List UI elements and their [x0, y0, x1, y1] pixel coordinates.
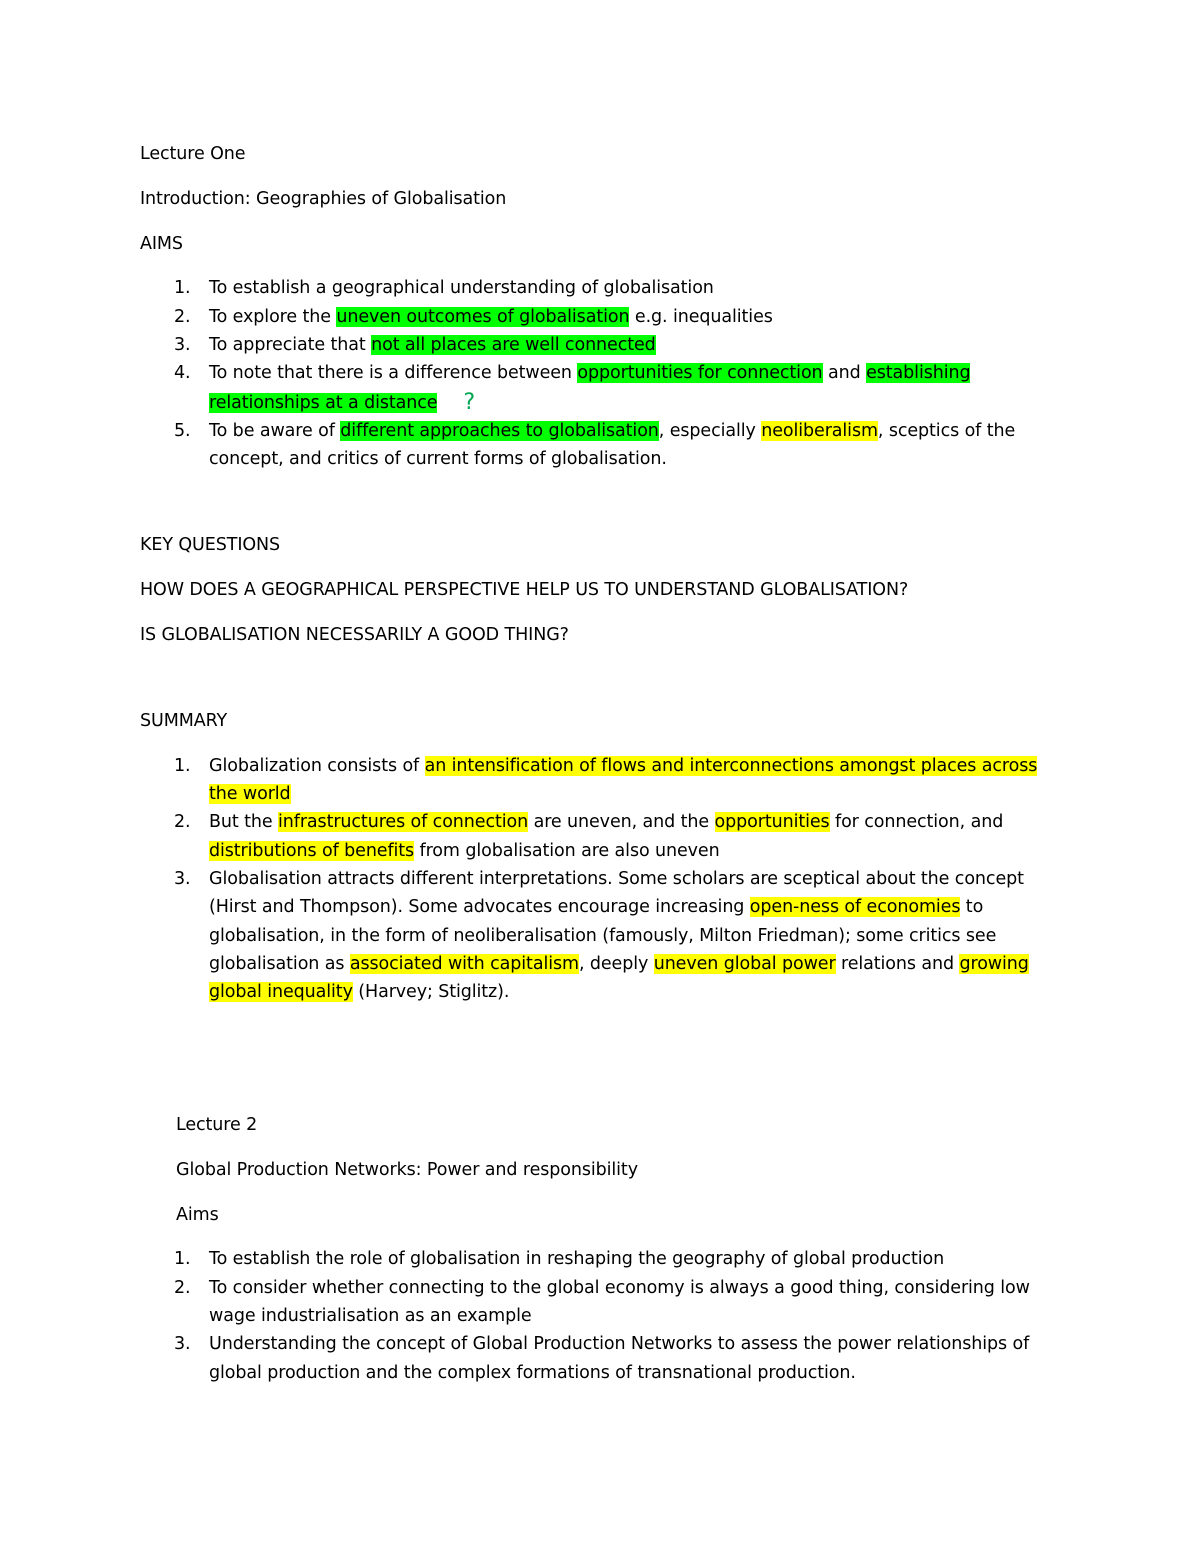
list-number: 2.	[174, 306, 191, 327]
yellow-highlight: uneven global power	[653, 953, 836, 974]
yellow-highlight: growing	[959, 953, 1029, 974]
green-highlight: not all places are well connected	[371, 334, 656, 355]
list-text: Understanding the concept of Global Production Networks to assess the power relationships of	[209, 1334, 1030, 1355]
list-item	[140, 274, 1100, 302]
list-text: are uneven, and the	[528, 812, 715, 833]
list-number: 3.	[174, 1334, 191, 1355]
list-text: Globalization consists of	[209, 755, 425, 776]
lecture-two-section	[176, 1111, 1106, 1387]
yellow-highlight: opportunities	[714, 812, 830, 833]
list-item	[140, 1245, 1106, 1273]
list-text: Globalisation attracts different interpretations. Some scholars are sceptical about the concept	[209, 868, 1024, 889]
list-item	[140, 417, 1100, 474]
yellow-highlight: an intensification of flows and interconnections amongst places across	[424, 755, 1038, 776]
key-questions-heading: KEY QUESTIONS	[140, 535, 281, 555]
yellow-highlight: the world	[209, 784, 291, 805]
list-text: To establish a geographical understanding of globalisation	[209, 278, 714, 299]
yellow-highlight: distributions of benefits	[209, 840, 415, 861]
list-number: 1.	[174, 1249, 191, 1270]
summary-section	[140, 707, 1100, 1006]
list-number: 3.	[174, 334, 191, 355]
lecture-two-title: Lecture 2	[176, 1115, 258, 1135]
list-number: 2.	[174, 1277, 191, 1298]
lecture-one-aims-list	[140, 274, 1100, 473]
list-text: To consider whether connecting to the global economy is always a good thing, considering low	[209, 1277, 1030, 1298]
lecture-two-aims-heading: Aims	[176, 1204, 219, 1225]
list-text: to	[960, 897, 984, 918]
summary-heading: SUMMARY	[140, 711, 228, 731]
list-text: and	[822, 363, 867, 384]
green-highlight: uneven outcomes of globalisation	[336, 306, 630, 327]
list-text: To be aware of	[209, 420, 341, 441]
aims-heading: AIMS	[140, 233, 183, 254]
list-text: (Harvey; Stiglitz).	[352, 982, 510, 1003]
list-item	[140, 808, 1100, 865]
lecture-one-subtitle: Introduction: Geographies of Globalisation	[140, 188, 507, 209]
green-highlight: establishing	[866, 363, 971, 384]
key-questions-section	[140, 531, 1100, 665]
list-item	[140, 1274, 1106, 1331]
list-text: global production and the complex formations of transnational production.	[209, 1362, 856, 1383]
lecture-one-title: Lecture One	[140, 144, 246, 164]
list-number: 1.	[174, 755, 191, 776]
list-text: from globalisation are also uneven	[414, 840, 720, 861]
list-number: 1.	[174, 278, 191, 299]
summary-list	[140, 752, 1100, 1007]
list-item	[140, 752, 1100, 809]
list-text: , especially	[658, 420, 762, 441]
key-question: IS GLOBALISATION NECESSARILY A GOOD THING?	[140, 624, 569, 645]
list-text: e.g. inequalities	[629, 306, 773, 327]
key-question: HOW DOES A GEOGRAPHICAL PERSPECTIVE HELP US TO UNDERSTAND GLOBALISATION?	[140, 579, 909, 600]
list-text: relations and	[835, 953, 960, 974]
lecture-two-subtitle: Global Production Networks: Power and responsibility	[176, 1159, 638, 1180]
list-text: To appreciate that	[209, 334, 372, 355]
list-text: (Hirst and Thompson). Some advocates encourage increasing	[209, 897, 750, 918]
list-number: 5.	[174, 420, 191, 441]
yellow-highlight: infrastructures of connection	[278, 812, 529, 833]
list-text: , sceptics of the	[877, 420, 1016, 441]
question-mark-annotation: ?	[463, 389, 476, 415]
list-text: But the	[209, 812, 279, 833]
list-item	[140, 359, 1100, 417]
list-text: To explore the	[209, 306, 337, 327]
list-text: To note that there is a difference between	[209, 363, 578, 384]
lecture-one-section	[140, 140, 1100, 490]
green-highlight: relationships at a distance	[209, 392, 438, 413]
lecture-two-aims-list	[140, 1245, 1106, 1386]
green-highlight: opportunities for connection	[577, 363, 823, 384]
list-item	[140, 331, 1100, 359]
list-text: wage industrialisation as an example	[209, 1305, 532, 1326]
list-text: , deeply	[578, 953, 654, 974]
list-item	[140, 865, 1100, 1006]
yellow-highlight: open-ness of economies	[749, 897, 961, 918]
list-item	[140, 1330, 1106, 1387]
list-text: for connection, and	[829, 812, 1004, 833]
list-text: globalisation, in the form of neoliberalisation (famously, Milton Friedman); some critics see	[209, 925, 997, 946]
yellow-highlight: neoliberalism	[761, 420, 878, 441]
list-text: To establish the role of globalisation in reshaping the geography of global production	[209, 1249, 945, 1270]
list-number: 4.	[174, 363, 191, 384]
green-highlight: different approaches to globalisation	[340, 420, 659, 441]
list-number: 2.	[174, 812, 191, 833]
yellow-highlight: global inequality	[209, 982, 353, 1003]
list-text: globalisation as	[209, 953, 350, 974]
list-text: concept, and critics of current forms of globalisation.	[209, 449, 667, 470]
list-number: 3.	[174, 868, 191, 889]
yellow-highlight: associated with capitalism	[349, 953, 579, 974]
list-item	[140, 303, 1100, 331]
